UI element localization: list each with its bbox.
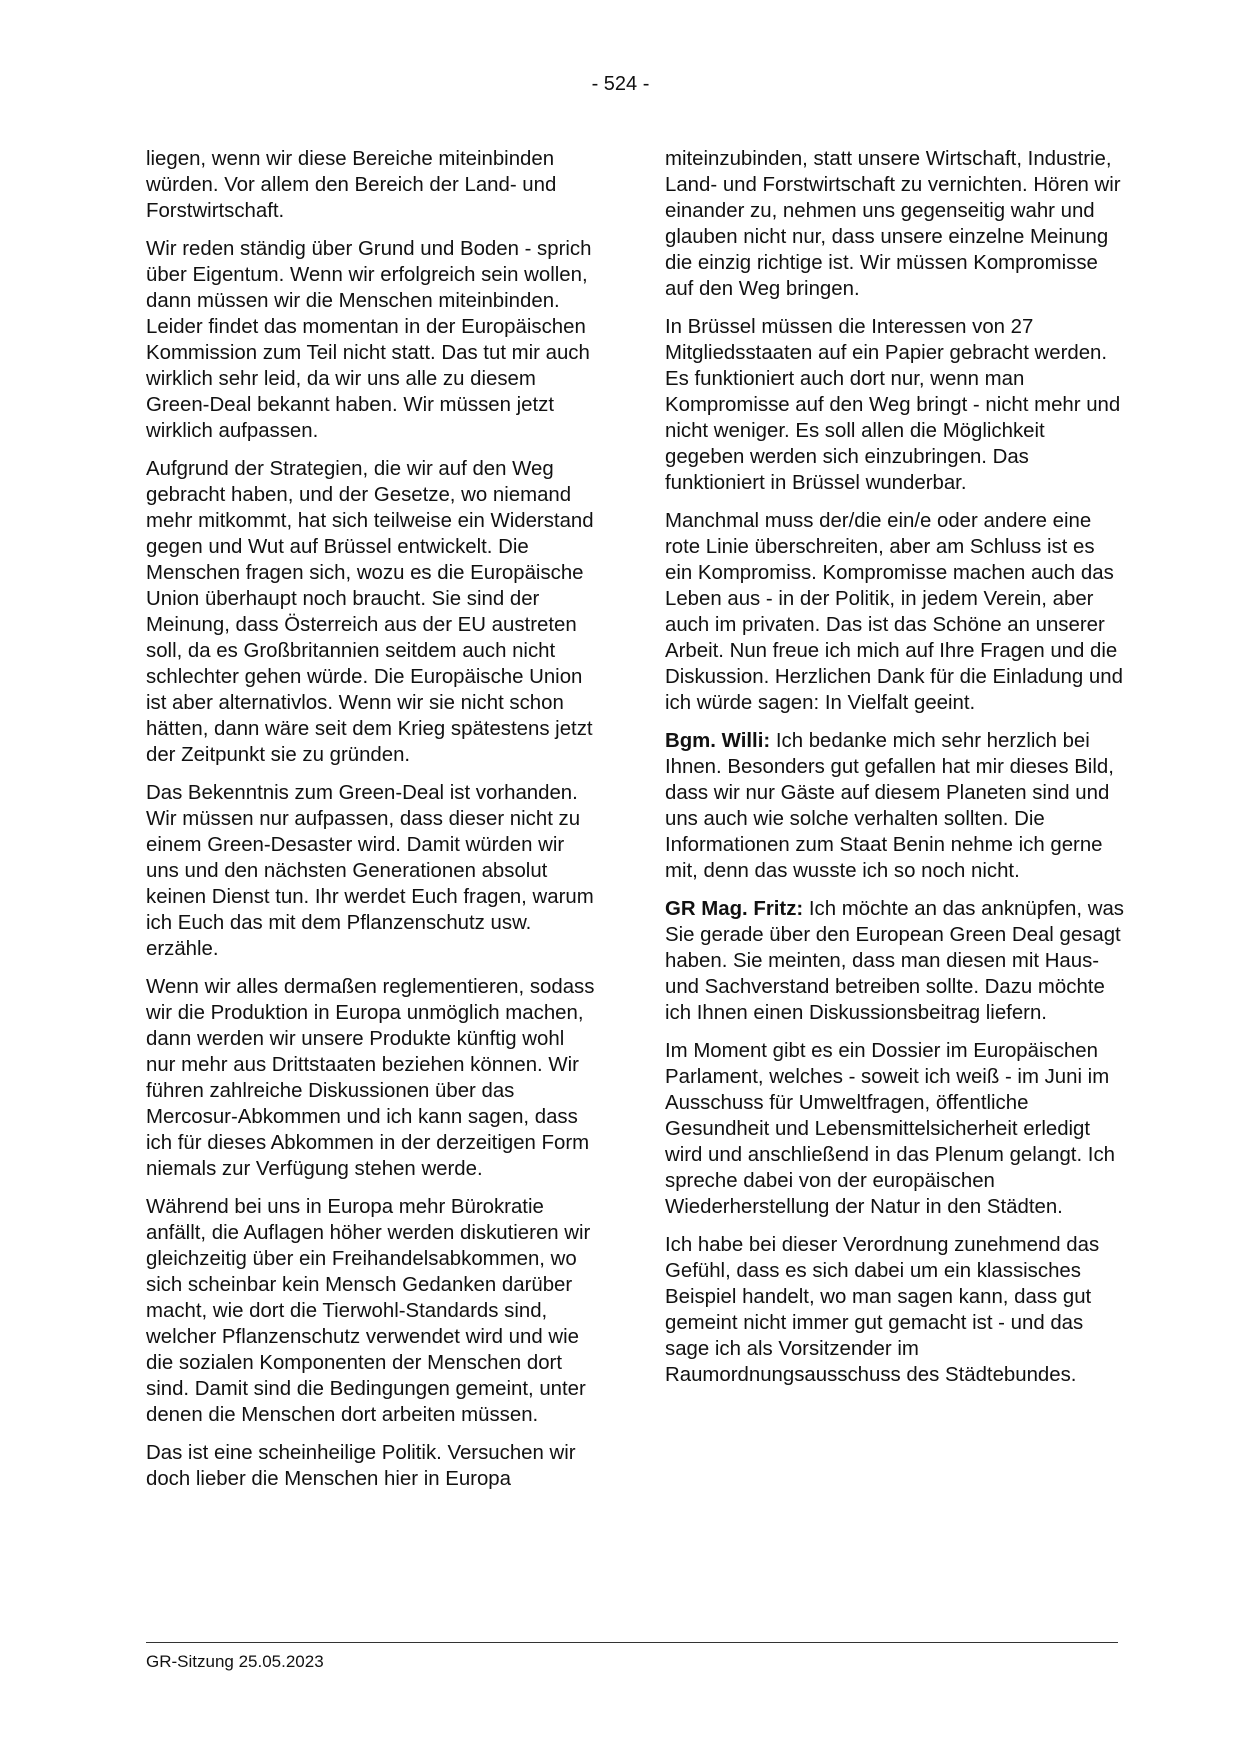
footer-text: GR-Sitzung 25.05.2023 [146,1652,324,1671]
right-paragraph-2: In Brüssel müssen die Interessen von 27 Mitgliedsstaaten auf ein Papier gebracht werden. Es funktioniert auch dort nur, wenn man Kompromisse auf den Weg bringt - nicht mehr und nicht weniger. Es soll allen die Möglichkeit gegeben werden sich einzubringen. Das funktioniert in Brüssel wunderbar. [665,316,1121,494]
right-paragraph-4 [665,728,1125,884]
left-paragraph-5: Wenn wir alles dermaßen reglementieren, sodass wir die Produktion in Europa unmöglich machen, dann werden wir unsere Produkte künftig wohl nur mehr aus Drittstaaten beziehen können. Wir führen zahlreiche Diskussionen über das Mercosur-Abkommen und ich kann sagen, dass ich für dieses Abkommen in der derzeitigen Form niemals zur Verfügung stehen werde. [146,976,595,1180]
left-paragraph-4: Das Bekenntnis zum Green-Deal ist vorhanden. Wir müssen nur aufpassen, dass dieser nicht zu einem Green-Desaster wird. Damit würden wir uns und den nächsten Generationen absolut keinen Dienst tun. Ihr werdet Euch fragen, warum ich Euch das mit dem Pflanzenschutz usw. erzähle. [146,782,594,960]
speaker-name: Bgm. Willi: [665,730,771,752]
speech-text: Ich bedanke mich sehr herzlich bei Ihnen. Besonders gut gefallen hat mir dieses Bild, dass wir nur Gäste auf diesem Planeten sind und uns auch wie solche verhalten sollten. Die Informationen zum Staat Benin nehme ich gerne mit, denn das wusste ich so noch nicht. [665,730,1114,882]
left-column [146,146,598,1504]
left-paragraph-6: Während bei uns in Europa mehr Bürokratie anfällt, die Auflagen höher werden diskutieren wir gleichzeitig über ein Freihandelsabkommen, wo sich scheinbar kein Mensch Gedanken darüber macht, wie dort die Tierwohl-Standards sind, welcher Pflanzenschutz verwendet wird und wie die sozialen Komponenten der Menschen dort sind. Damit sind die Bedingungen gemeint, unter denen die Menschen dort arbeiten müssen. [146,1196,591,1426]
right-paragraph-1: miteinzubinden, statt unsere Wirtschaft, Industrie, Land- und Forstwirtschaft zu vernichten. Hören wir einander zu, nehmen uns gegenseitig wahr und glauben nicht nur, dass unsere einzelne Meinung die einzig richtige ist. Wir müssen Kompromisse auf den Weg bringen. [665,148,1121,300]
left-paragraph-7: Das ist eine scheinheilige Politik. Versuchen wir doch lieber die Menschen hier in Europa [146,1442,576,1490]
right-paragraph-7: Ich habe bei dieser Verordnung zunehmend das Gefühl, dass es sich dabei um ein klassisches Beispiel handelt, wo man sagen kann, dass gut gemeint nicht immer gut gemacht ist - und das sage ich als Vorsitzender im Raumordnungsausschuss des Städtebundes. [665,1234,1100,1386]
right-paragraph-3: Manchmal muss der/die ein/e oder andere eine rote Linie überschreiten, aber am Schluss ist es ein Kompromiss. Kompromisse machen auch das Leben aus - in der Politik, in jedem Verein, aber auch im privaten. Das ist das Schöne an unserer Arbeit. Nun freue ich mich auf Ihre Fragen und die Diskussion. Herzlichen Dank für die Einladung und ich würde sagen: In Vielfalt geeint. [665,510,1123,714]
right-paragraph-5 [665,896,1125,1026]
speaker-name: GR Mag. Fritz: [665,898,804,920]
speech-text: Ich möchte an das anknüpfen, was Sie gerade über den European Green Deal gesagt haben. Sie meinten, dass man diesen mit Haus- und Sachverstand betreiben sollte. Dazu möchte ich Ihnen einen Diskussionsbeitrag liefern. [665,898,1124,1024]
page-number: - 524 - [591,73,650,95]
left-paragraph-1: liegen, wenn wir diese Bereiche miteinbinden würden. Vor allem den Bereich der Land- und Forstwirtschaft. [146,148,557,222]
footer-divider [146,1642,1118,1643]
right-column [665,146,1125,1400]
left-paragraph-3: Aufgrund der Strategien, die wir auf den Weg gebracht haben, und der Gesetze, wo niemand mehr mitkommt, hat sich teilweise ein Widerstand gegen und Wut auf Brüssel entwickelt. Die Menschen fragen sich, wozu es die Europäische Union überhaupt noch braucht. Sie sind der Meinung, dass Österreich aus der EU austreten soll, da es Großbritannien seitdem auch nicht schlechter gehen würde. Die Europäische Union ist aber alternativlos. Wenn wir sie nicht schon hätten, dann wäre seit dem Krieg spätestens jetzt der Zeitpunkt sie zu gründen. [146,458,594,766]
left-paragraph-2: Wir reden ständig über Grund und Boden - sprich über Eigentum. Wenn wir erfolgreich sein wollen, dann müssen wir die Menschen miteinbinden. Leider findet das momentan in der Europäischen Kommission zum Teil nicht statt. Das tut mir auch wirklich sehr leid, da wir uns alle zu diesem Green-Deal bekannt haben. Wir müssen jetzt wirklich aufpassen. [146,238,592,442]
right-paragraph-6: Im Moment gibt es ein Dossier im Europäischen Parlament, welches - soweit ich weiß - im Juni im Ausschuss für Umweltfragen, öffentliche Gesundheit und Lebensmittelsicherheit erledigt wird und anschließend in das Plenum gelangt. Ich spreche dabei von der europäischen Wiederherstellung der Natur in den Städten. [665,1040,1115,1218]
